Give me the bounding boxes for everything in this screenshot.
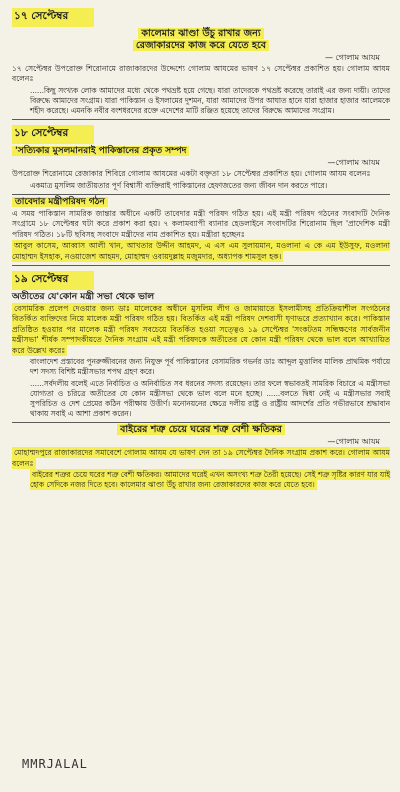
- quote-paragraph: বাংলাদেশ প্রস্তাবের পুনরুজ্জীবনের জন্য নিযুক্ত পূর্ব পাকিস্তানের বেসামরিক গভর্নর ডাঃ আব্দুল মুত্তালিব মালিক প্রাথমিক পর্যায়ে দশ সদস্য বিশিষ্ট মন্ত্রীসভার শপথ গ্রহণ করে।: [30, 357, 390, 377]
- section-sep-19: [12, 267, 390, 419]
- body-paragraph-text: বেসামরিক প্রলেপ দেওয়ার জন্য ডাঃ মালেকের অধীনে মুসলিম লীগ ও জামায়াতে ইসলামীসহ প্রতিক্রিয়াশীল সংগঠনের বিতর্কিত ব্যক্তিদের নিয়ে মালেক মন্ত্রী পরিষদ গঠিত হয়। বিতর্কিত এই মন্ত্রী পরিষদ দেশবাসী ঘৃণাভরে প্রত্যাখ্যান করে। পাকিস্তান প্রতিষ্ঠিত হওয়ার পর মালেক মন্ত্রী পরিষদ সবচেয়ে বিতর্কিত হওয়া সত্ত্বেও ১৯ সেপ্টেম্বর 'সংকটতম সন্ধিক্ষণের সার্বজনীন মন্ত্রীসভা' শীর্ষক সম্পাদকীয়তে দৈনিক সংগ্রাম এই মন্ত্রী পরিষদকে অতীতের যে কোন মন্ত্রী পরিষদ থেকে ভাল বলে আখ্যায়িত করে উল্লেখ করেঃ: [12, 304, 390, 355]
- quote-paragraph: ......কিছু সংখ্যক লোক আমাদের মধ্যে থেকে পথভ্রষ্ট হয়ে গেছে। যারা তাদেরকে পথভ্রষ্ট করেছে তারাই এর জন্য দায়ী। তাদের বিরুদ্ধে আমাদের সংগ্রাম। যারা পাকিস্তান ও ইসলামের দুশমন, যারা আমাদের উপর আঘাত হানে যারা হাজার হাজার আলেমকে শহীদ করেছে। এমনকি নবীর বংশধরদের রক্তে এদেশের মাটি রঞ্জিত হয়েছে তাদের বিরুদ্ধে আমাদের সংগ্রাম।: [30, 85, 390, 116]
- headline-text: 'সত্যিকার মুসলমানরাই পাকিস্তানের প্রকৃত সম্পদ: [12, 146, 189, 156]
- body-paragraph-text: মোহাম্মদপুরে রাজাকারদের সমাবেশে গোলাম আযম যে ভাষণ দেন তা ১৯ সেপ্টেম্বর দৈনিক সংগ্রাম প্রকাশ করে। গোলাম আযম বলেনঃ: [12, 448, 390, 468]
- section-title: অতীতের যে'কোন মন্ত্রী সভা থেকে ভাল: [12, 292, 155, 303]
- section-title: [12, 197, 390, 208]
- quote-paragraph: [30, 470, 390, 490]
- headline: [12, 146, 390, 157]
- body-paragraph: উপরোক্ত শিরোনামে রেজাকার শিবিরে গোলাম আযমের একটা বক্তৃতা ১৮ সেপ্টেম্বর প্রকাশিত হয়। গোলাম আযম বলেনঃ: [12, 169, 371, 179]
- section-date: ১৭ সেপ্টেম্বর: [12, 8, 94, 27]
- section-sep-17: [12, 4, 390, 116]
- headline: [12, 424, 390, 436]
- headline-text: বাইরের শত্রু চেয়ে ঘরের শত্রু বেশী ক্ষতিকর: [117, 424, 285, 435]
- headline: [12, 28, 390, 52]
- section-title-text: তাবেদার মন্ত্রীপরিষদ গঠন: [12, 197, 108, 207]
- headline-line-1: কালেমার ঝাণ্ডা উঁচু রাখার জন্য: [138, 28, 263, 39]
- quote-paragraph: ......সর্বদলীয় বলেই এতে নির্বাচিত ও অনির্বাচিত সব ধরনের সদস্য রয়েছেন। তার ফলে স্বভাবতই সামরিক বিচারে এ মন্ত্রীসভা যোগ্যতা ও চরিত্রে অতীতের যে কোন মন্ত্রীসভা থেকে ভাল বলে মনে হচ্ছে। ......বলতে দ্বিধা নেই এ মন্ত্রীসভার সবাই সুপরিচিত ও দেশ প্রেমের কঠিন পরীক্ষায় উত্তীর্ণ। মনোনয়নের ক্ষেত্রে দলীয় রাষ্ট্র ও রাষ্ট্রীয় আদর্শের প্রতি গভীরভাবে শ্রদ্ধাবান থাকায় সবাই এ আশা প্রকাশ করেন।: [30, 378, 390, 419]
- section-divider: [12, 265, 390, 266]
- section-date: ১৯ সেপ্টেম্বর: [12, 271, 94, 290]
- author-credit: —গোলাম আযম: [327, 158, 380, 168]
- body-paragraph: [12, 448, 390, 469]
- section-enemy: [12, 424, 390, 490]
- body-paragraph: ১৭ সেপ্টেম্বর উপরোক্ত শিরোনামে রাজাকারদের উদ্দেশ্যে গোলাম আযমের ভাষণ ১৭ সেপ্টেম্বর প্রকাশিত হয়। গোলাম আযম বলেনঃ: [12, 64, 390, 84]
- ministers-list: [12, 241, 390, 262]
- quote-paragraph-text: বাইরের শত্রুর চেয়ে ঘরের শত্রু বেশী ক্ষতিকর। আমাদের ঘরেই এখন অসংখ্য শত্রু তৈরী হয়েছে। সেই শত্রু সৃষ্টির কারণ যার যাই হোক সেদিকে নজর দিতে হবে। কালেমার ঝাণ্ডা উঁচু রাখার জন্য রেজাকারদের কাজ করে যেতে হবে।: [30, 470, 390, 490]
- section-date: ১৮ সেপ্টেম্বর: [12, 125, 94, 144]
- headline-line-2: রেজাকারদের কাজ করে যেতে হবে: [133, 40, 269, 51]
- handwritten-signature: MMRJALAL: [22, 757, 88, 771]
- author-credit: —গোলাম আযম: [327, 437, 380, 447]
- section-divider: [12, 119, 390, 120]
- ministers-list-text: আবুল কাসেম, আব্বাস আলী খান, আখতার উদ্দীন আহমদ, এ এস এম সুলায়মান, মওলানা এ কে এম ইউসুফ, মওলানা মোহাম্মদ ইসহাক, নওয়াজেশ আহমদ, মোহাম্মদ ওবায়দুল্লাহ মজুমদার, অধ্যাপক শামসুল হক।: [12, 241, 390, 261]
- author-credit: — গোলাম আযম: [324, 53, 380, 62]
- body-paragraph: এ সময় পাকিস্তান সামরিক জান্তার অধীনে একটি তাবেদার মন্ত্রী পরিষদ গঠিত হয়। এই মন্ত্রী পরিষদ গঠনের সংবাদটি দৈনিক সংগ্রামে ১৮ সেপ্টেম্বর ঘটা করে প্রকাশ করা হয়। ৭ কলামব্যাপী ব্যানার হেডলাইনে সংবাদটির শিরোনাম ছিল 'প্রাদেশিক মন্ত্রী পরিষদ গঠিত। ১৮টি ছবিসহ সংবাদে মন্ত্রীদের নাম প্রকাশিত হয়। মন্ত্রীরা হচ্ছেনঃ: [12, 209, 390, 239]
- quote-paragraph: একমাত্র মুসলিম জাতীয়তার পূর্ণ বিশ্বাসী ব্যক্তিরাই পাকিস্তানের হেফাজতের জন্য জীবন দান করতে পারে।: [30, 180, 328, 190]
- body-paragraph: [12, 304, 390, 356]
- section-sep-18: [12, 121, 390, 191]
- section-cabinet: [12, 197, 390, 262]
- section-divider: [12, 194, 390, 195]
